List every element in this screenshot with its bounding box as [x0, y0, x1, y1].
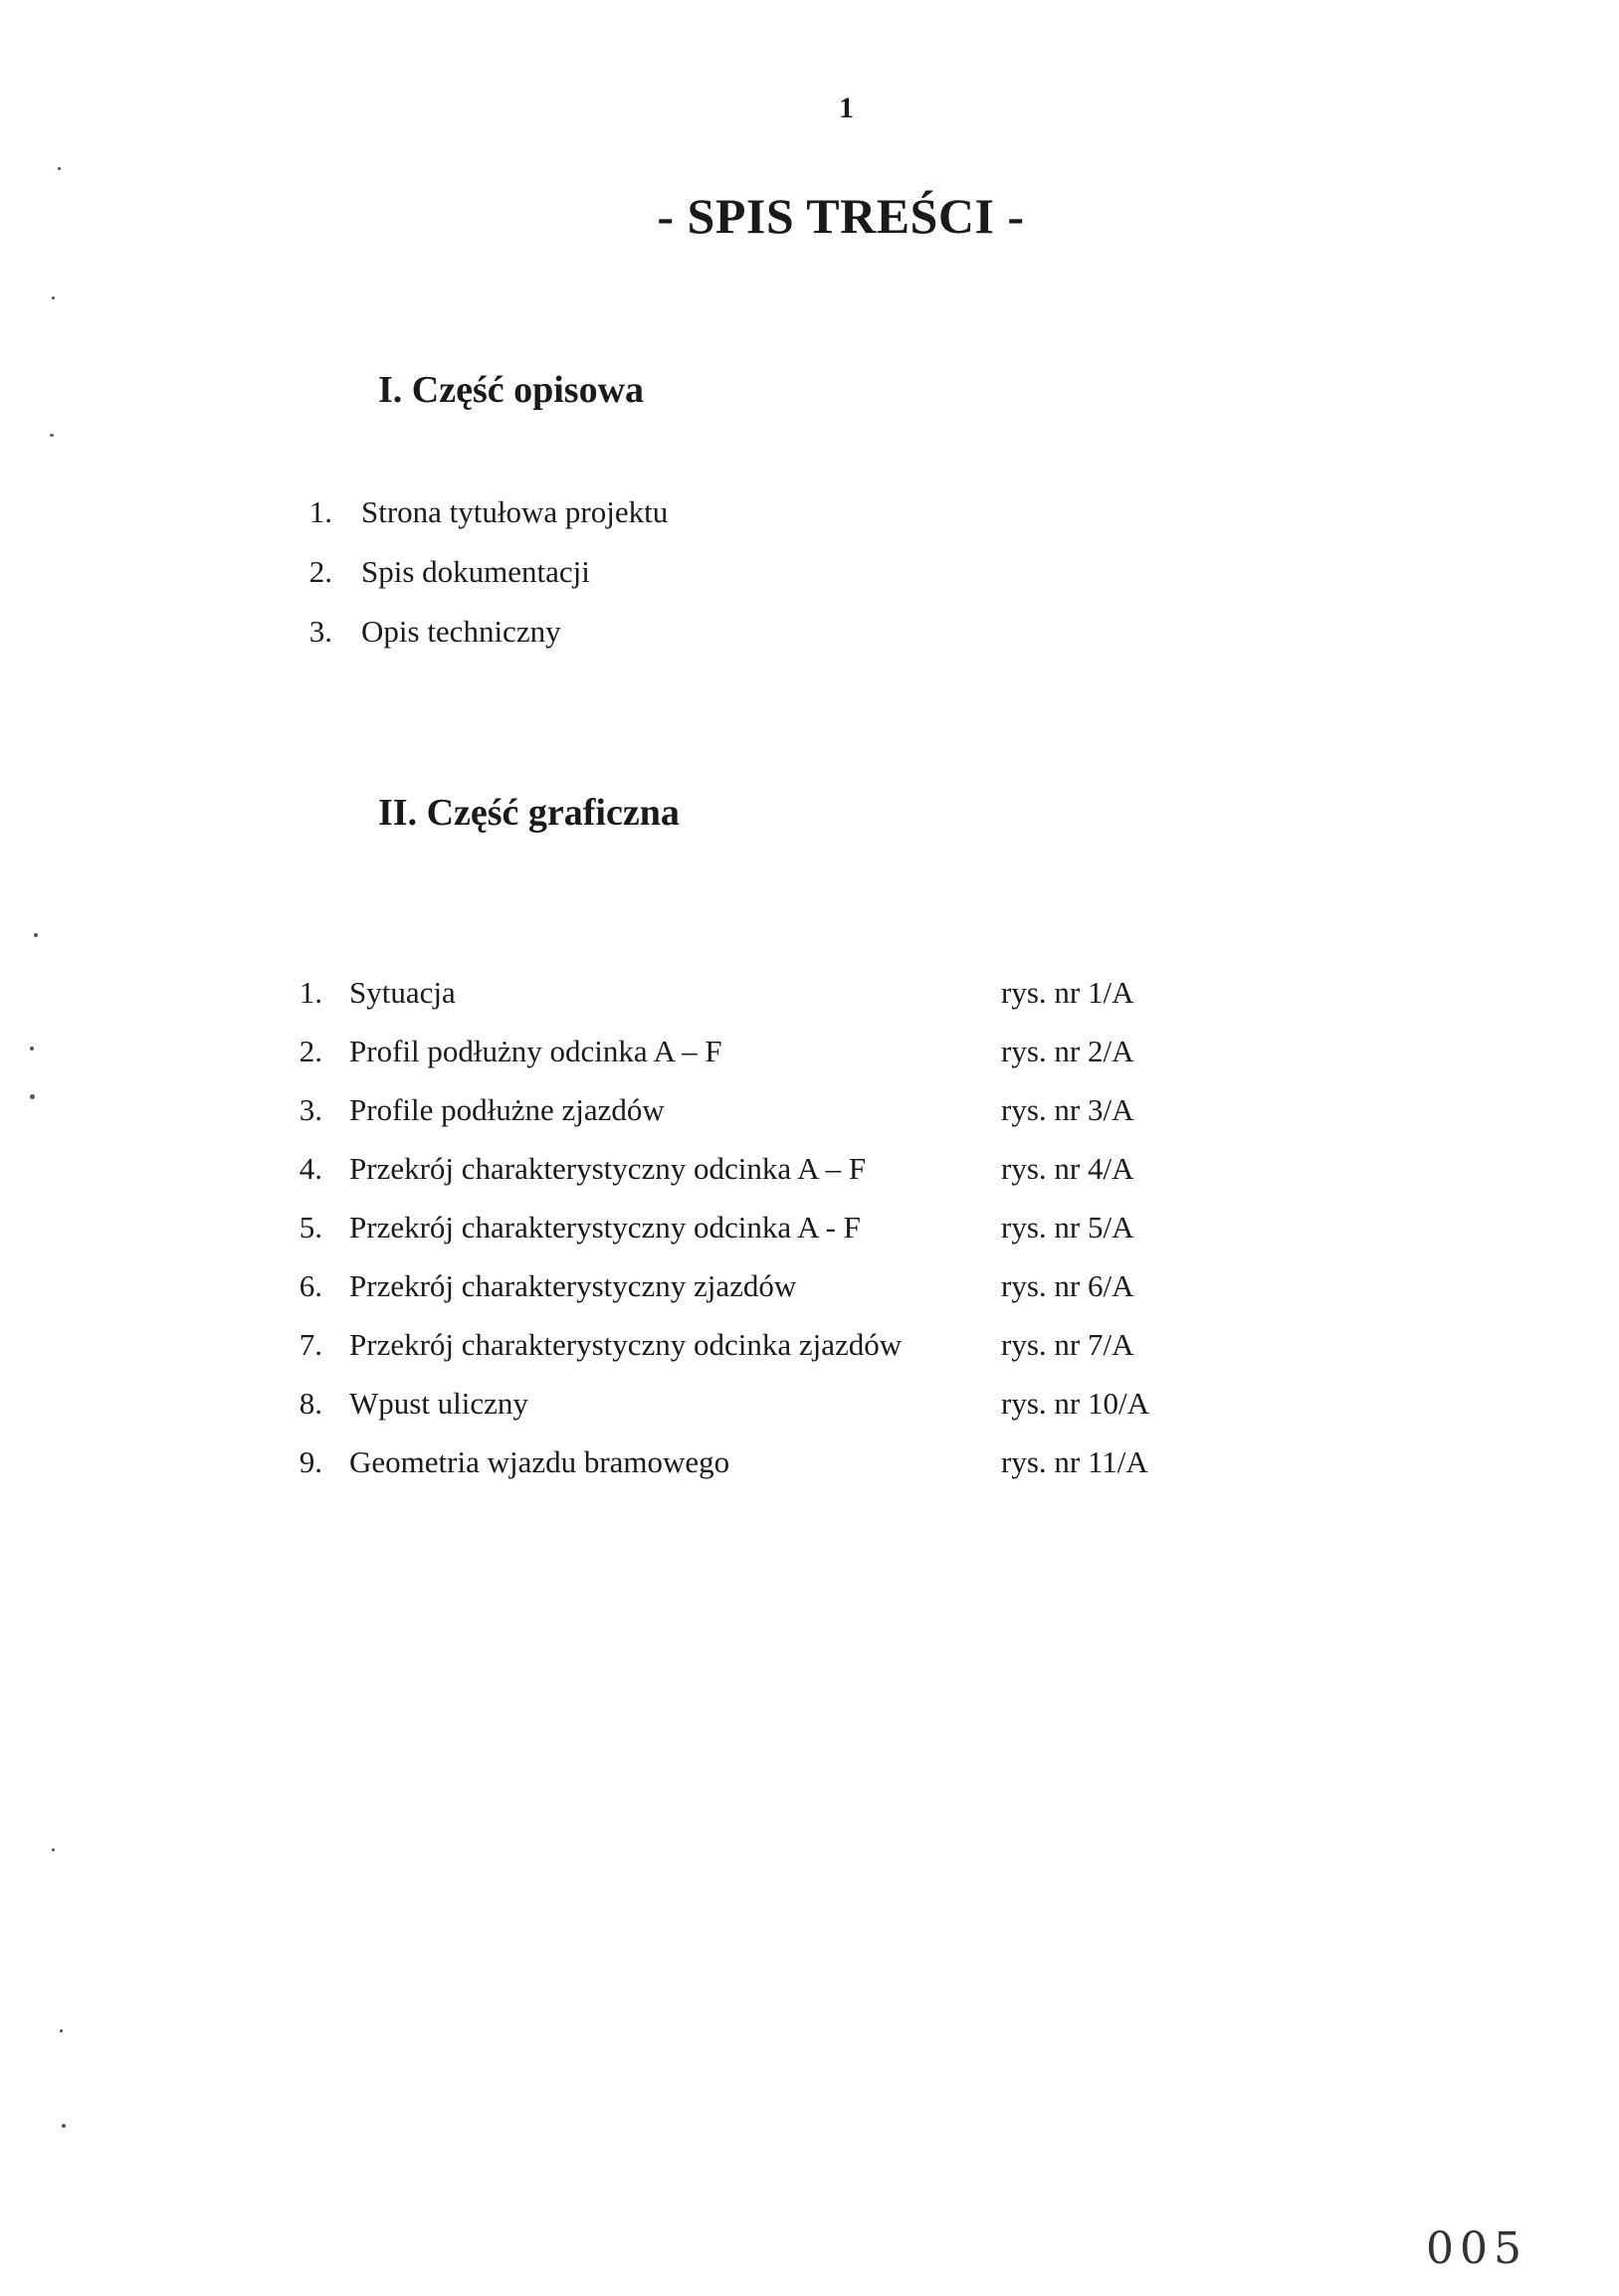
item-number: 9.	[299, 1444, 322, 1479]
item-number: 3.	[308, 614, 332, 649]
drawing-reference: rys. nr 7/A	[1001, 1327, 1134, 1362]
drawing-reference: rys. nr 1/A	[1001, 975, 1134, 1010]
item-text: Profile podłużne zjazdów	[349, 1092, 665, 1127]
drawing-reference: rys. nr 6/A	[1001, 1268, 1134, 1303]
item-text: Geometria wjazdu bramowego	[349, 1444, 730, 1479]
item-number: 1.	[308, 494, 332, 529]
item-text: Profil podłużny odcinka A – F	[349, 1034, 722, 1068]
drawing-reference: rys. nr 4/A	[1001, 1151, 1134, 1186]
item-text: Spis dokumentacji	[361, 554, 590, 589]
item-text: Strona tytułowa projektu	[361, 494, 669, 529]
drawing-reference: rys. nr 3/A	[1001, 1092, 1134, 1127]
drawing-reference: rys. nr 2/A	[1001, 1034, 1134, 1068]
sheet-number-stamp: 005	[1426, 2223, 1527, 2274]
item-number: 3.	[299, 1092, 322, 1127]
item-number: 4.	[299, 1151, 322, 1186]
item-text: Przekrój charakterystyczny odcinka A - F	[349, 1210, 861, 1244]
item-text: Przekrój charakterystyczny odcinka zjazdów	[349, 1327, 903, 1362]
item-number: 2.	[299, 1034, 322, 1068]
scan-speck	[58, 167, 61, 170]
item-text: Przekrój charakterystyczny odcinka A – F	[349, 1151, 867, 1186]
scan-speck	[60, 2029, 63, 2032]
scan-speck	[30, 1047, 34, 1051]
scan-speck	[52, 296, 55, 299]
item-number: 7.	[299, 1327, 322, 1362]
scan-speck	[62, 2124, 66, 2128]
drawing-reference: rys. nr 10/A	[1001, 1386, 1149, 1421]
item-number: 1.	[299, 975, 322, 1010]
page-marker: 1	[839, 92, 854, 124]
scan-speck	[30, 1094, 35, 1099]
item-text: Sytuacja	[349, 975, 456, 1010]
scan-speck	[52, 1848, 55, 1851]
section-heading-descriptive: I. Część opisowa	[378, 369, 645, 411]
item-text: Przekrój charakterystyczny zjazdów	[349, 1268, 797, 1303]
item-number: 8.	[299, 1386, 322, 1421]
section-heading-graphic: II. Część graficzna	[378, 792, 680, 834]
item-number: 2.	[308, 554, 332, 589]
item-number: 6.	[299, 1268, 322, 1303]
page-title: - SPIS TREŚCI -	[657, 188, 1025, 244]
drawing-reference: rys. nr 5/A	[1001, 1210, 1134, 1244]
item-text: Wpust uliczny	[349, 1386, 528, 1421]
scan-speck	[50, 434, 54, 437]
item-number: 5.	[299, 1210, 322, 1244]
scan-speck	[34, 933, 38, 937]
item-text: Opis techniczny	[361, 614, 561, 649]
drawing-reference: rys. nr 11/A	[1001, 1444, 1148, 1479]
